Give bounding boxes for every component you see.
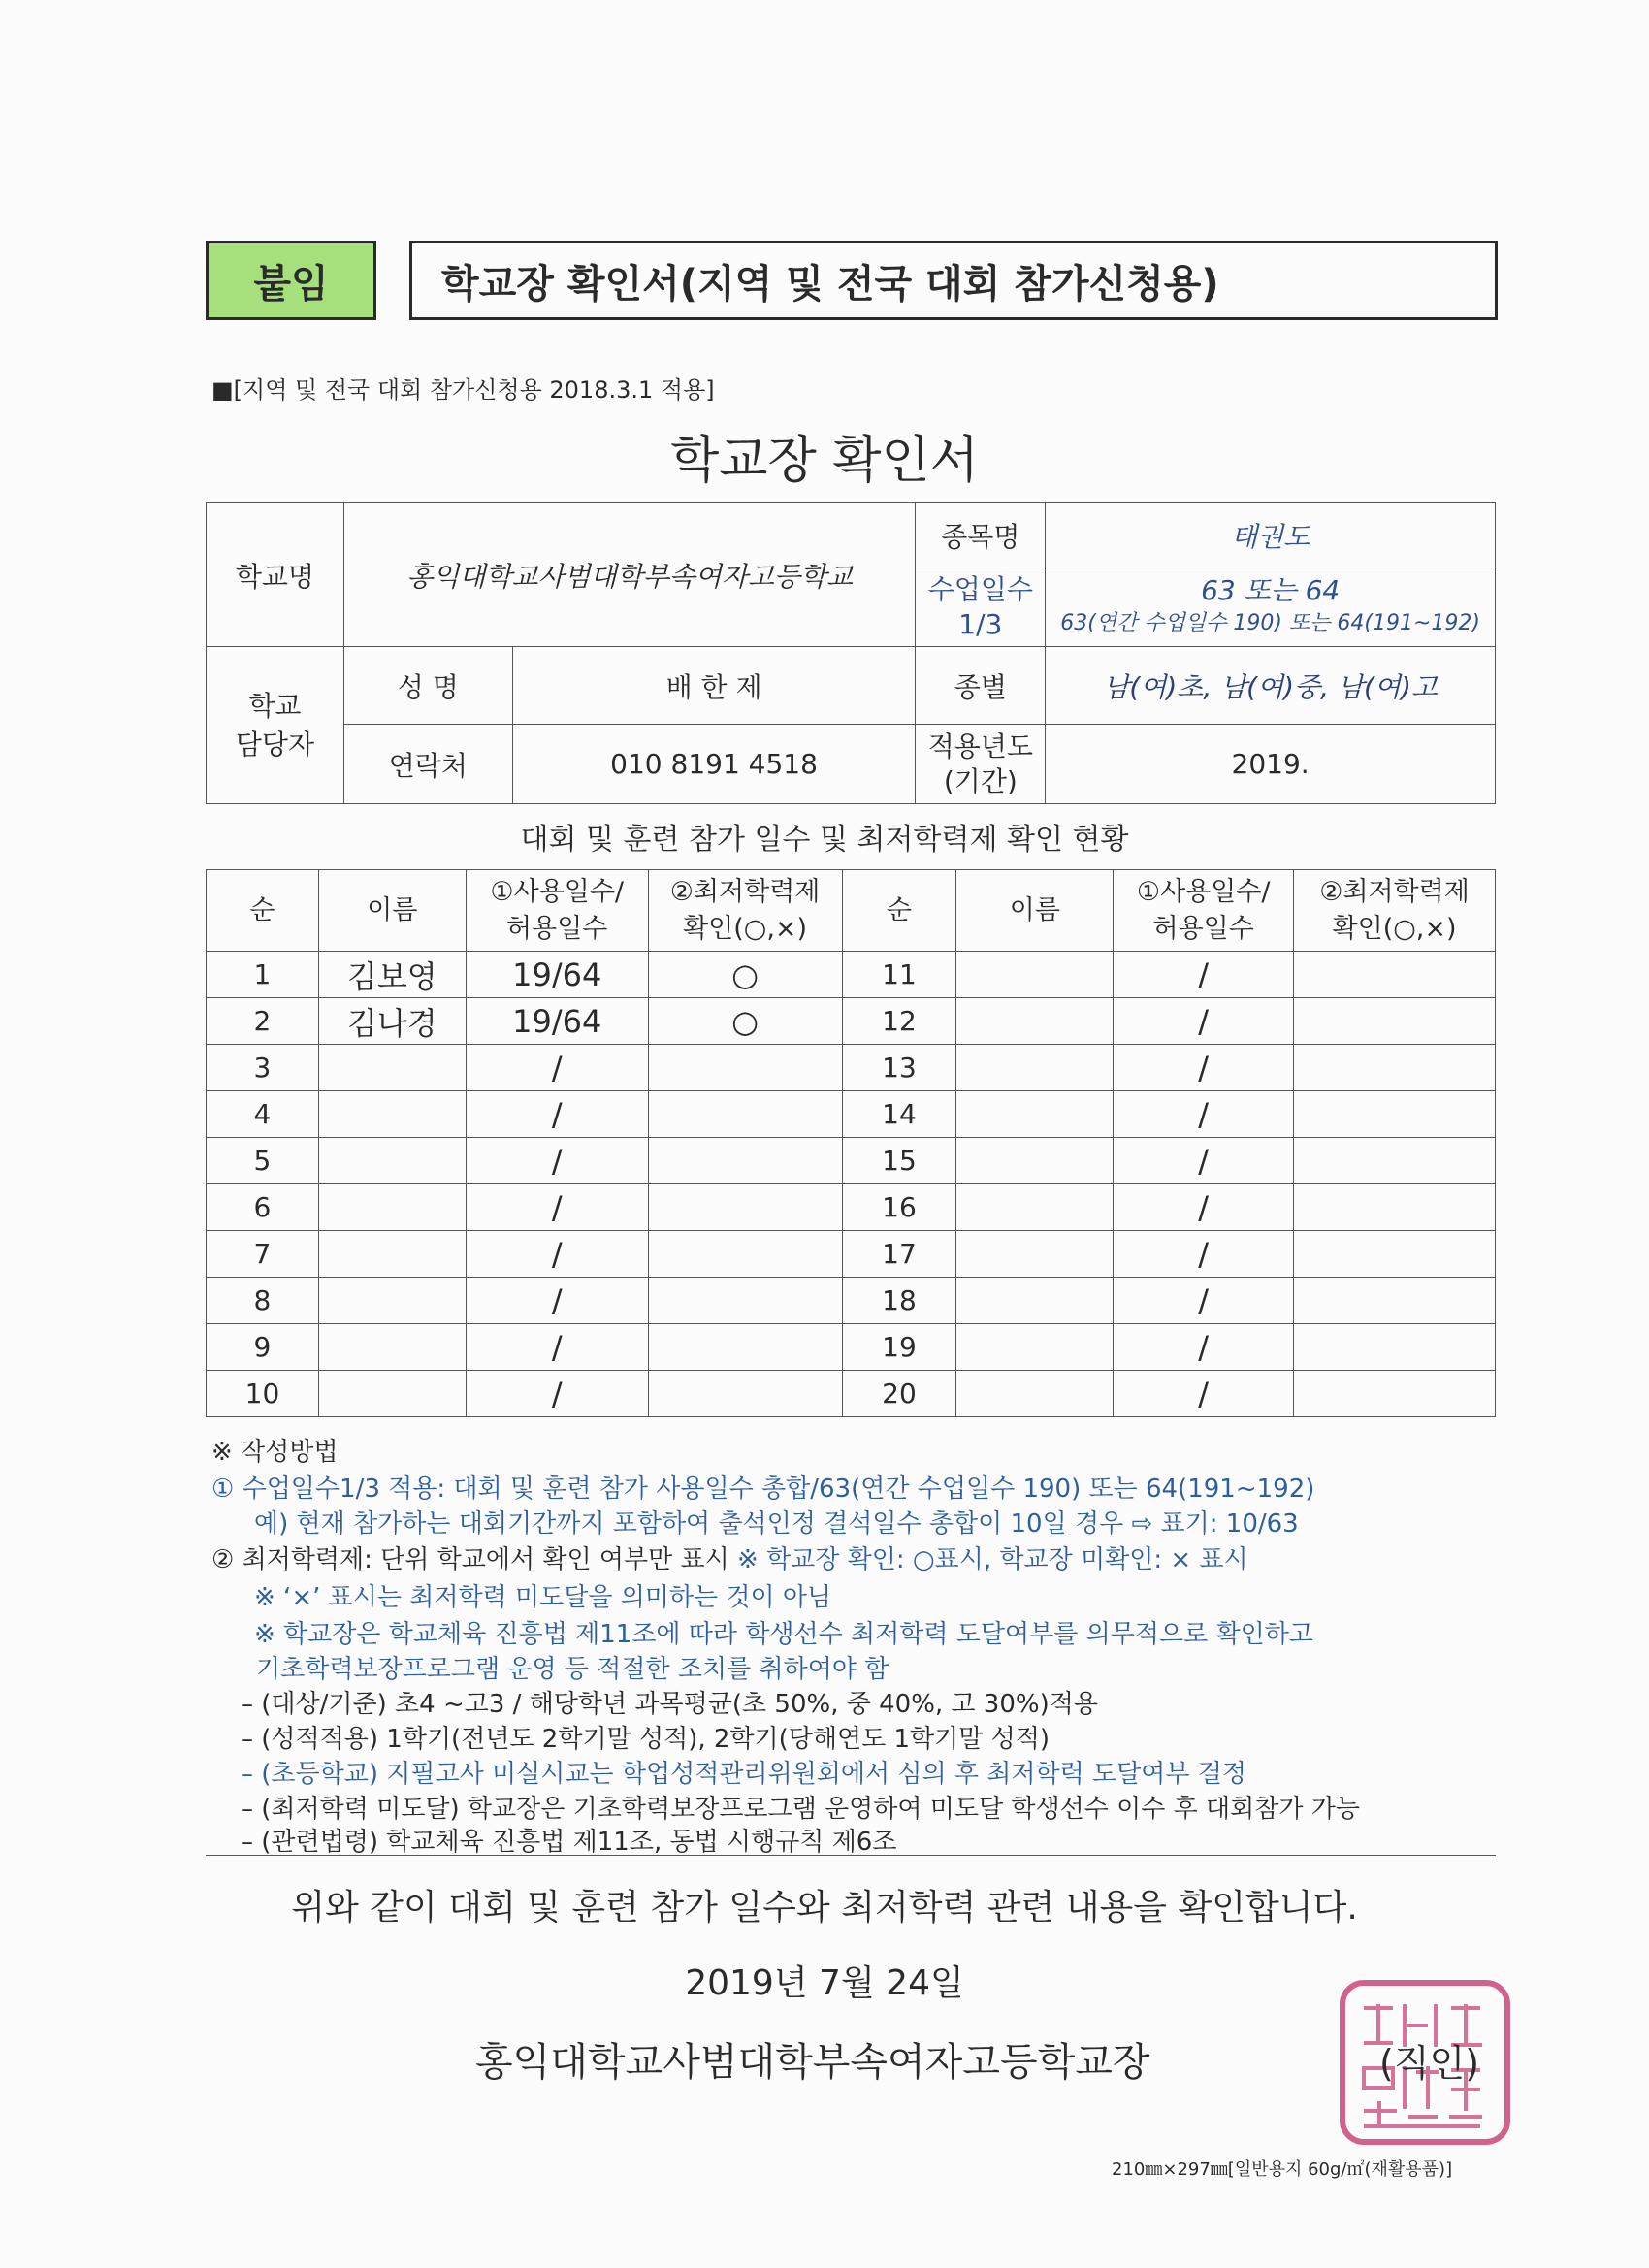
cell-name bbox=[318, 1371, 466, 1417]
contact-group-label-line1: 학교 bbox=[248, 689, 302, 722]
cell-name bbox=[956, 1138, 1114, 1184]
header-days-line1: ①사용일수/ bbox=[1136, 876, 1271, 907]
cell-check bbox=[1294, 1091, 1496, 1138]
year-label bbox=[916, 725, 1046, 804]
cell-name bbox=[318, 1045, 466, 1091]
detail-3: – (초등학교) 지필고사 미실시교는 학업성적관리위원회에서 심의 후 최저학력 도달여부 결정 bbox=[241, 1760, 1246, 1789]
cell-days: / bbox=[1114, 1371, 1294, 1417]
table-row bbox=[207, 1231, 1496, 1278]
header-days-line2: 허용일수 bbox=[1152, 913, 1254, 944]
cell-days: / bbox=[466, 1045, 648, 1091]
cell-days: / bbox=[466, 1278, 648, 1324]
seal-label: (직인) bbox=[1379, 2042, 1480, 2085]
divider bbox=[206, 1855, 1496, 1856]
cell-no: 17 bbox=[842, 1231, 956, 1278]
cell-check bbox=[648, 1045, 842, 1091]
participation-table bbox=[206, 869, 1496, 1417]
cell-days: / bbox=[1114, 952, 1294, 998]
document-title: 학교장 확인서 bbox=[670, 432, 979, 490]
cell-check bbox=[648, 1184, 842, 1231]
participation-header-row bbox=[207, 870, 1496, 952]
school-name-value: 홍익대학교사범대학부속여자고등학교 bbox=[343, 503, 916, 647]
detail-4: – (최저학력 미도달) 학교장은 기초학력보장프로그램 운영하여 미도달 학생선수 이수 후 대회참가 가능 bbox=[241, 1795, 1360, 1824]
header-check-line2: 확인(○,×) bbox=[1332, 913, 1457, 944]
gender-value: 남(여)초, 남(여)중, 남(여)고 bbox=[1046, 647, 1496, 725]
school-name-label: 학교명 bbox=[207, 503, 344, 647]
cell-name bbox=[956, 1324, 1114, 1371]
cell-no: 8 bbox=[207, 1278, 319, 1324]
header-days bbox=[466, 870, 648, 952]
note-2-text: ② 최저학력제: 단위 학교에서 확인 여부만 표시 bbox=[211, 1545, 729, 1574]
cell-days: / bbox=[1114, 1231, 1294, 1278]
header-days bbox=[1114, 870, 1294, 952]
cell-check bbox=[648, 1138, 842, 1184]
attachment-tag-label: 붙임 bbox=[253, 261, 329, 307]
header-no: 순 bbox=[207, 870, 319, 952]
cell-no: 19 bbox=[842, 1324, 956, 1371]
cell-check: ○ bbox=[648, 998, 842, 1045]
cell-check bbox=[1294, 998, 1496, 1045]
application-note: ■[지역 및 전국 대회 참가신청용 2018.3.1 적용] bbox=[211, 376, 715, 404]
header-days-line1: ①사용일수/ bbox=[490, 876, 625, 907]
cell-days: / bbox=[466, 1324, 648, 1371]
cell-days: / bbox=[1114, 1045, 1294, 1091]
cell-name bbox=[956, 1045, 1114, 1091]
cell-no: 15 bbox=[842, 1138, 956, 1184]
cell-check bbox=[1294, 1184, 1496, 1231]
cell-name bbox=[956, 1278, 1114, 1324]
cell-days: / bbox=[466, 1231, 648, 1278]
school-days-label-line1: 수업일수 bbox=[927, 572, 1033, 605]
paper-size-note: 210㎜×297㎜[일반용지 60g/㎡(재활용품)] bbox=[1112, 2159, 1453, 2180]
cell-check bbox=[1294, 1324, 1496, 1371]
contact-name-value: 배 한 제 bbox=[512, 647, 916, 725]
cell-days: / bbox=[1114, 1324, 1294, 1371]
cell-days: / bbox=[1114, 1278, 1294, 1324]
cell-days: / bbox=[466, 1091, 648, 1138]
cell-name bbox=[318, 1138, 466, 1184]
cell-check: ○ bbox=[648, 952, 842, 998]
school-info-table bbox=[206, 502, 1496, 804]
school-days-value-detail: 63(연간 수업일수 190) 또는 64(191~192) bbox=[1060, 610, 1480, 635]
cell-no: 18 bbox=[842, 1278, 956, 1324]
cell-no: 20 bbox=[842, 1371, 956, 1417]
cell-name bbox=[318, 1278, 466, 1324]
table-row bbox=[207, 952, 1496, 998]
cell-no: 3 bbox=[207, 1045, 319, 1091]
cell-no: 1 bbox=[207, 952, 319, 998]
cell-days: / bbox=[1114, 1138, 1294, 1184]
cell-days: / bbox=[466, 1138, 648, 1184]
cell-check bbox=[1294, 1045, 1496, 1091]
school-days-value bbox=[1046, 567, 1496, 647]
cell-name bbox=[318, 1091, 466, 1138]
cell-no: 16 bbox=[842, 1184, 956, 1231]
contact-name-label: 성 명 bbox=[343, 647, 512, 725]
confirmation-date: 2019년 7월 24일 bbox=[685, 1963, 964, 2003]
cell-no: 13 bbox=[842, 1045, 956, 1091]
note-3: ※ ‘×’ 표시는 최저학력 미도달을 의미하는 것이 아님 bbox=[254, 1583, 832, 1612]
note-4: ※ 학교장은 학교체육 진흥법 제11조에 따라 학생선수 최저학력 도달여부를 의무적으로 확인하고 bbox=[254, 1620, 1313, 1649]
principal-title: 홍익대학교사범대학부속여자고등학교장 bbox=[475, 2040, 1150, 2085]
cell-check bbox=[1294, 1231, 1496, 1278]
cell-name bbox=[956, 998, 1114, 1045]
cell-check bbox=[648, 1231, 842, 1278]
cell-days: / bbox=[1114, 1184, 1294, 1231]
school-days-label-line2: 1/3 bbox=[958, 607, 1003, 640]
header-check bbox=[1294, 870, 1496, 952]
school-days-label bbox=[916, 567, 1046, 647]
year-value: 2019. bbox=[1046, 725, 1496, 804]
cell-no: 14 bbox=[842, 1091, 956, 1138]
cell-no: 9 bbox=[207, 1324, 319, 1371]
confirmation-text: 위와 같이 대회 및 훈련 참가 일수와 최저학력 관련 내용을 확인합니다. bbox=[291, 1888, 1358, 1928]
table-row bbox=[207, 1091, 1496, 1138]
cell-name bbox=[318, 1324, 466, 1371]
header-check-line1: ②최저학력제 bbox=[669, 876, 821, 907]
header-check-line2: 확인(○,×) bbox=[683, 913, 808, 944]
table-row bbox=[207, 998, 1496, 1045]
contact-group-label-line2: 담당자 bbox=[235, 728, 315, 761]
cell-check bbox=[1294, 1138, 1496, 1184]
note-2-marking: ※ 학교장 확인: ○표시, 학교장 미확인: × 표시 bbox=[737, 1545, 1248, 1574]
cell-name bbox=[956, 1184, 1114, 1231]
cell-check bbox=[648, 1324, 842, 1371]
cell-no: 12 bbox=[842, 998, 956, 1045]
notes-heading: ※ 작성방법 bbox=[211, 1438, 339, 1467]
cell-check bbox=[648, 1091, 842, 1138]
contact-phone-label: 연락처 bbox=[343, 725, 512, 804]
event-label: 종목명 bbox=[916, 503, 1046, 567]
table-row bbox=[207, 1371, 1496, 1417]
year-label-line1: 적용년도 bbox=[927, 729, 1033, 762]
cell-name bbox=[318, 1231, 466, 1278]
cell-check bbox=[1294, 1278, 1496, 1324]
table-row bbox=[207, 1184, 1496, 1231]
header-no: 순 bbox=[842, 870, 956, 952]
cell-check bbox=[648, 1371, 842, 1417]
cell-check bbox=[1294, 1371, 1496, 1417]
cell-name bbox=[318, 1184, 466, 1231]
attachment-tag bbox=[206, 241, 376, 320]
cell-check bbox=[1294, 952, 1496, 998]
cell-days: / bbox=[1114, 998, 1294, 1045]
header-title: 학교장 확인서(지역 및 전국 대회 참가신청용) bbox=[441, 261, 1219, 307]
detail-5: – (관련법령) 학교체육 진흥법 제11조, 동법 시행규칙 제6조 bbox=[241, 1828, 897, 1857]
cell-days: / bbox=[466, 1184, 648, 1231]
header-name: 이름 bbox=[318, 870, 466, 952]
cell-name: 김나경 bbox=[318, 998, 466, 1045]
note-1: ① 수업일수1/3 적용: 대회 및 훈련 참가 사용일수 총합/63(연간 수업일수 190) 또는 64(191~192) bbox=[211, 1474, 1315, 1504]
header-days-line2: 허용일수 bbox=[506, 913, 608, 944]
header-title-box bbox=[409, 241, 1498, 320]
cell-name bbox=[956, 952, 1114, 998]
header-check-line1: ②최저학력제 bbox=[1319, 876, 1470, 907]
event-value: 태권도 bbox=[1046, 503, 1496, 567]
contact-phone-value: 010 8191 4518 bbox=[512, 725, 916, 804]
cell-days: / bbox=[466, 1371, 648, 1417]
year-label-line2: (기간) bbox=[943, 764, 1018, 797]
cell-no: 6 bbox=[207, 1184, 319, 1231]
cell-days: / bbox=[1114, 1091, 1294, 1138]
cell-no: 11 bbox=[842, 952, 956, 998]
cell-no: 7 bbox=[207, 1231, 319, 1278]
note-1-example: 예) 현재 참가하는 대회기간까지 포함하여 출석인정 결석일수 총합이 10일 경우 ⇨ 표기: 10/63 bbox=[254, 1509, 1299, 1539]
detail-2: – (성적적용) 1학기(전년도 2학기말 성적), 2학기(당해연도 1학기말 성적) bbox=[241, 1725, 1051, 1754]
cell-days: 19/64 bbox=[466, 998, 648, 1045]
cell-name: 김보영 bbox=[318, 952, 466, 998]
section-title: 대회 및 훈련 참가 일수 및 최저학력제 확인 현황 bbox=[520, 823, 1129, 857]
cell-no: 10 bbox=[207, 1371, 319, 1417]
note-4-continued: 기초학력보장프로그램 운영 등 적절한 조치를 취하여야 함 bbox=[256, 1655, 889, 1684]
cell-check bbox=[648, 1278, 842, 1324]
table-row bbox=[207, 1324, 1496, 1371]
header-name: 이름 bbox=[956, 870, 1114, 952]
cell-name bbox=[956, 1231, 1114, 1278]
contact-group-label bbox=[207, 647, 344, 804]
cell-name bbox=[956, 1371, 1114, 1417]
school-days-value-main: 63 또는 64 bbox=[1201, 573, 1341, 606]
table-row bbox=[207, 1138, 1496, 1184]
cell-no: 2 bbox=[207, 998, 319, 1045]
header-check bbox=[648, 870, 842, 952]
note-2 bbox=[211, 1539, 1248, 1575]
cell-no: 4 bbox=[207, 1091, 319, 1138]
cell-days: 19/64 bbox=[466, 952, 648, 998]
detail-1: – (대상/기준) 초4 ~고3 / 해당학년 과목평균(초 50%, 중 40%, 고 30%)적용 bbox=[241, 1690, 1098, 1719]
cell-name bbox=[956, 1091, 1114, 1138]
table-row bbox=[207, 1045, 1496, 1091]
cell-no: 5 bbox=[207, 1138, 319, 1184]
table-row bbox=[207, 1278, 1496, 1324]
gender-label: 종별 bbox=[916, 647, 1046, 725]
